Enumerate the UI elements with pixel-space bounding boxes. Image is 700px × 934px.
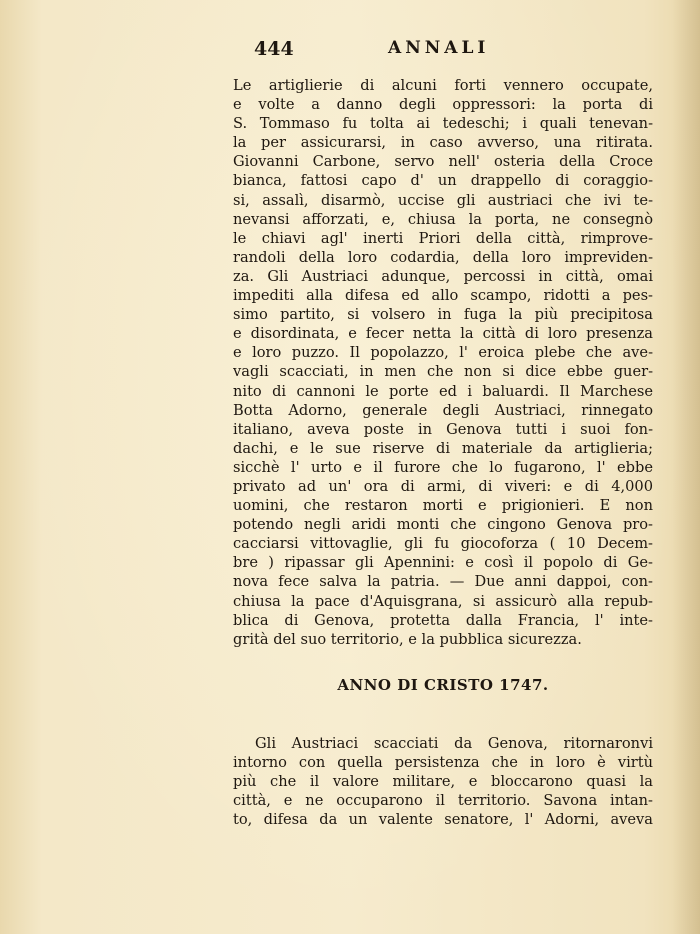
running-head: ANNALI — [388, 38, 490, 58]
text-line: Botta Adorno, generale degli Austriaci, rinnegato — [233, 401, 653, 419]
text-line: dachi, e le sue riserve di materiale da artiglieria; — [233, 439, 653, 457]
text-line: chiusa la pace d'Aquisgrana, si assicurò alla repub- — [233, 592, 653, 610]
paragraph-2 — [233, 734, 653, 829]
text-line: nito di cannoni le porte ed i baluardi. Il Marchese — [233, 382, 653, 400]
page-header — [232, 36, 662, 64]
text-line: Le artiglierie di alcuni forti vennero occupate, — [233, 77, 653, 94]
paragraph-1 — [233, 76, 653, 649]
text-line: città, e ne occuparono il territorio. Savona intan- — [233, 792, 653, 810]
text-line: nevansi afforzati, e, chiusa la porta, ne consegnò — [233, 210, 653, 228]
text-line: to, difesa da un valente senatore, l' Adorni, aveva — [233, 811, 653, 829]
text-line: simo partito, si volsero in fuga la più precipitosa — [233, 306, 653, 324]
page-edge-shadow — [672, 0, 700, 934]
text-line: bre ) ripassar gli Apennini: e così il popolo di Ge- — [233, 554, 653, 572]
text-line: e disordinata, e fecer netta la città di loro presenza — [233, 325, 653, 343]
text-line: grità del suo territorio, e la pubblica sicurezza. — [233, 630, 582, 648]
text-line: più che il valore militare, e bloccarono quasi la — [233, 773, 653, 791]
text-line: sicchè l' urto e il furore che lo fugarono, l' ebbe — [233, 458, 653, 476]
text-line: e loro puzzo. Il popolazzo, l' eroica plebe che ave- — [233, 344, 653, 362]
section-heading: ANNO DI CRISTO 1747. — [337, 676, 549, 694]
text-line: randoli della loro codardia, della loro impreviden- — [233, 248, 653, 266]
page-number: 444 — [254, 38, 294, 60]
text-line: potendo negli aridi monti che cingono Genova pro- — [233, 516, 653, 534]
text-line: intorno con quella persistenza che in loro è virtù — [233, 754, 653, 772]
text-line: privato ad un' ora di armi, di viveri: e di 4,000 — [233, 477, 653, 495]
text-line: la per assicurarsi, in caso avverso, una ritirata. — [233, 134, 653, 152]
text-line: impediti alla difesa ed allo scampo, ridotti a pes- — [233, 287, 653, 305]
text-line: Gli Austriaci scacciati da Genova, ritornaronvi — [255, 735, 653, 752]
text-line: vagli scacciati, in men che non si dice ebbe guer- — [233, 363, 653, 381]
text-line: blica di Genova, protetta dalla Francia, l' inte- — [233, 611, 653, 629]
text-line: bianca, fattosi capo d' un drappello di coraggio- — [233, 172, 653, 190]
text-line: cacciarsi vittovaglie, gli fu giocoforza ( 10 Decem- — [233, 535, 653, 553]
text-line: uomini, che restaron morti e prigionieri. E non — [233, 497, 653, 515]
text-line: si, assalì, disarmò, uccise gli austriaci che ivi te- — [233, 191, 653, 209]
text-line: e volte a danno degli oppressori: la porta di — [233, 96, 653, 114]
text-line: le chiavi agl' inerti Priori della città, rimprove- — [233, 229, 653, 247]
text-line: italiano, aveva poste in Genova tutti i suoi fon- — [233, 420, 653, 438]
text-line: nova fece salva la patria. — Due anni dappoi, con- — [233, 573, 653, 591]
text-line: za. Gli Austriaci adunque, percossi in città, omai — [233, 267, 653, 285]
text-line: Giovanni Carbone, servo nell' osteria della Croce — [233, 153, 653, 171]
text-line: S. Tommaso fu tolta ai tedeschi; i quali tenevan- — [233, 115, 653, 133]
